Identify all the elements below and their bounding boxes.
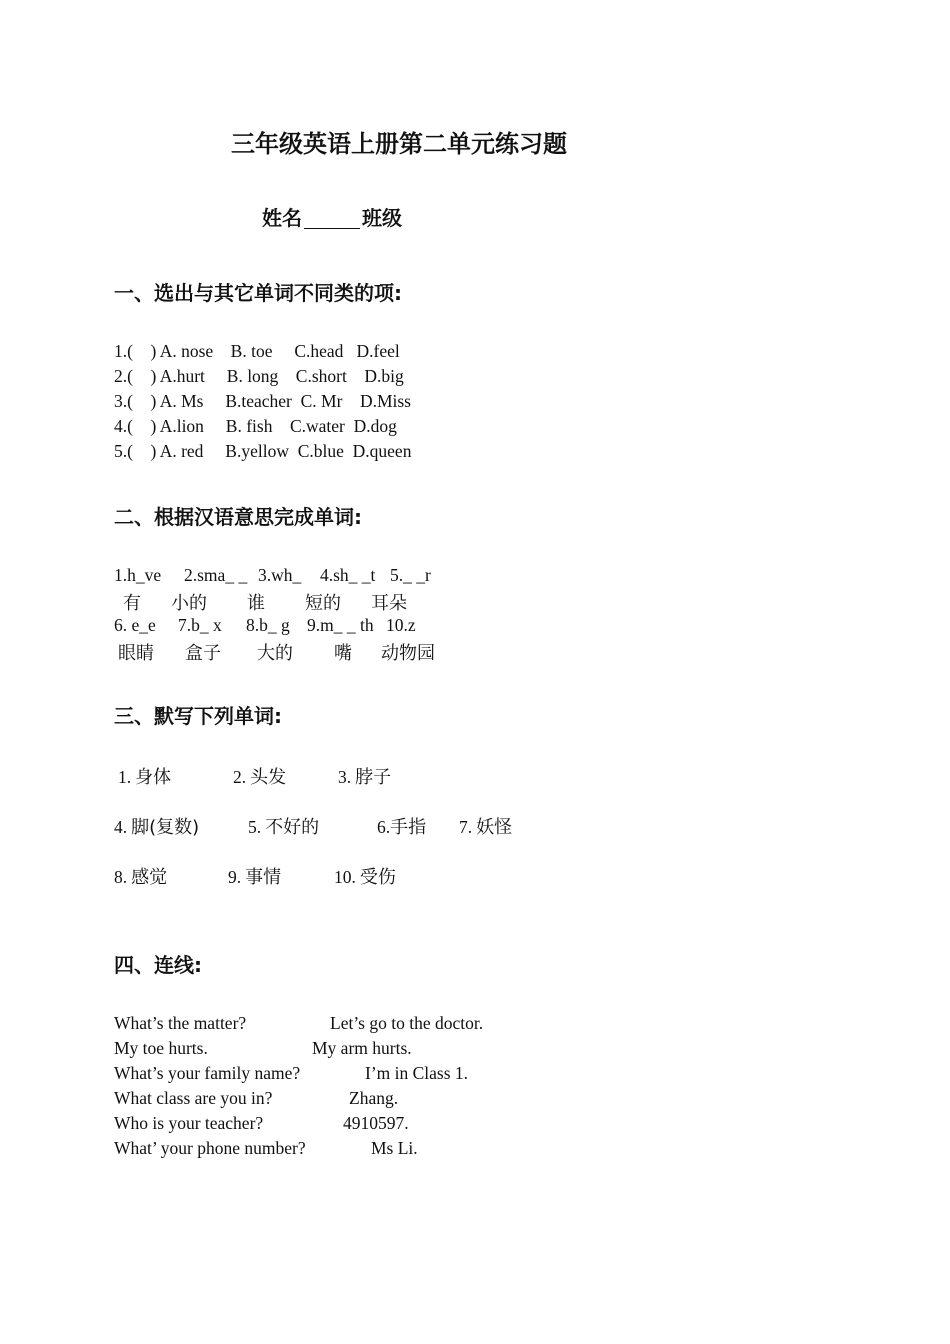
word-blank: 3.wh_ (258, 565, 302, 585)
section1-item-5: 5.( ) A. red B.yellow C.blue D.queen (114, 441, 412, 461)
page-title: 三年级英语上册第二单元练习题 (231, 130, 567, 158)
word-blank: 10.z (386, 615, 416, 635)
word-blank: 1.h_ve (114, 565, 162, 585)
section1-item-3: 3.( ) A. Ms B.teacher C. Mr D.Miss (114, 391, 411, 411)
matching-left-item: Who is your teacher? (114, 1113, 264, 1133)
matching-left-item: What’s the matter? (114, 1013, 247, 1033)
matching-right-item: Let’s go to the doctor. (330, 1013, 484, 1033)
word-blank: 7.b_ x (178, 615, 222, 635)
name-class-line (262, 202, 402, 231)
dictation-item: 1. 身体 (118, 767, 172, 788)
name-blank[interactable] (304, 208, 360, 229)
class-label: 班级 (362, 206, 402, 230)
word-meaning: 小的 (171, 593, 207, 614)
matching-right-item: Zhang. (349, 1088, 399, 1108)
matching-right-item: Ms Li. (371, 1138, 418, 1158)
section1-item-2: 2.( ) A.hurt B. long C.short D.big (114, 366, 404, 386)
dictation-item: 6.手指 (377, 817, 427, 838)
word-meaning: 谁 (247, 593, 265, 614)
word-blank: 9.m_ _ th (307, 615, 374, 635)
matching-left-item: What’s your family name? (114, 1063, 301, 1083)
word-meaning: 耳朵 (371, 593, 407, 614)
section1-item-4: 4.( ) A.lion B. fish C.water D.dog (114, 416, 397, 436)
dictation-item: 4. 脚(复数) (114, 817, 200, 838)
word-blank: 4.sh_ _t (320, 565, 376, 585)
name-label: 姓名 (262, 206, 302, 230)
matching-left-item: What class are you in? (114, 1088, 273, 1108)
matching-right-item: I’m in Class 1. (365, 1063, 469, 1083)
matching-left-item: What’ your phone number? (114, 1138, 306, 1158)
section2-heading: 二、根据汉语意思完成单词: (114, 505, 362, 529)
dictation-item: 2. 头发 (233, 767, 287, 788)
dictation-item: 10. 受伤 (334, 867, 396, 888)
matching-left-item: My toe hurts. (114, 1038, 208, 1058)
word-blank: 6. e_e (114, 615, 156, 635)
section3-heading: 三、默写下列单词: (114, 704, 282, 728)
word-meaning: 嘴 (334, 643, 352, 664)
word-blank: 8.b_ g (246, 615, 290, 635)
word-meaning: 盒子 (185, 643, 221, 664)
dictation-item: 5. 不好的 (248, 817, 320, 838)
dictation-item: 9. 事情 (228, 867, 282, 888)
dictation-item: 7. 妖怪 (459, 817, 513, 838)
word-meaning: 有 (123, 593, 141, 614)
word-meaning: 大的 (257, 643, 293, 664)
dictation-item: 3. 脖子 (338, 767, 392, 788)
word-blank: 2.sma_ _ (184, 565, 248, 585)
word-meaning: 短的 (305, 593, 341, 614)
section1-item-1: 1.( ) A. nose B. toe C.head D.feel (114, 341, 400, 361)
matching-right-item: My arm hurts. (312, 1038, 412, 1058)
word-meaning: 眼睛 (118, 643, 154, 664)
section1-heading: 一、选出与其它单词不同类的项: (114, 281, 402, 305)
word-meaning: 动物园 (381, 643, 435, 664)
dictation-item: 8. 感觉 (114, 867, 168, 888)
section4-heading: 四、连线: (114, 953, 202, 977)
word-blank: 5._ _r (390, 565, 431, 585)
matching-right-item: 4910597. (343, 1113, 409, 1133)
